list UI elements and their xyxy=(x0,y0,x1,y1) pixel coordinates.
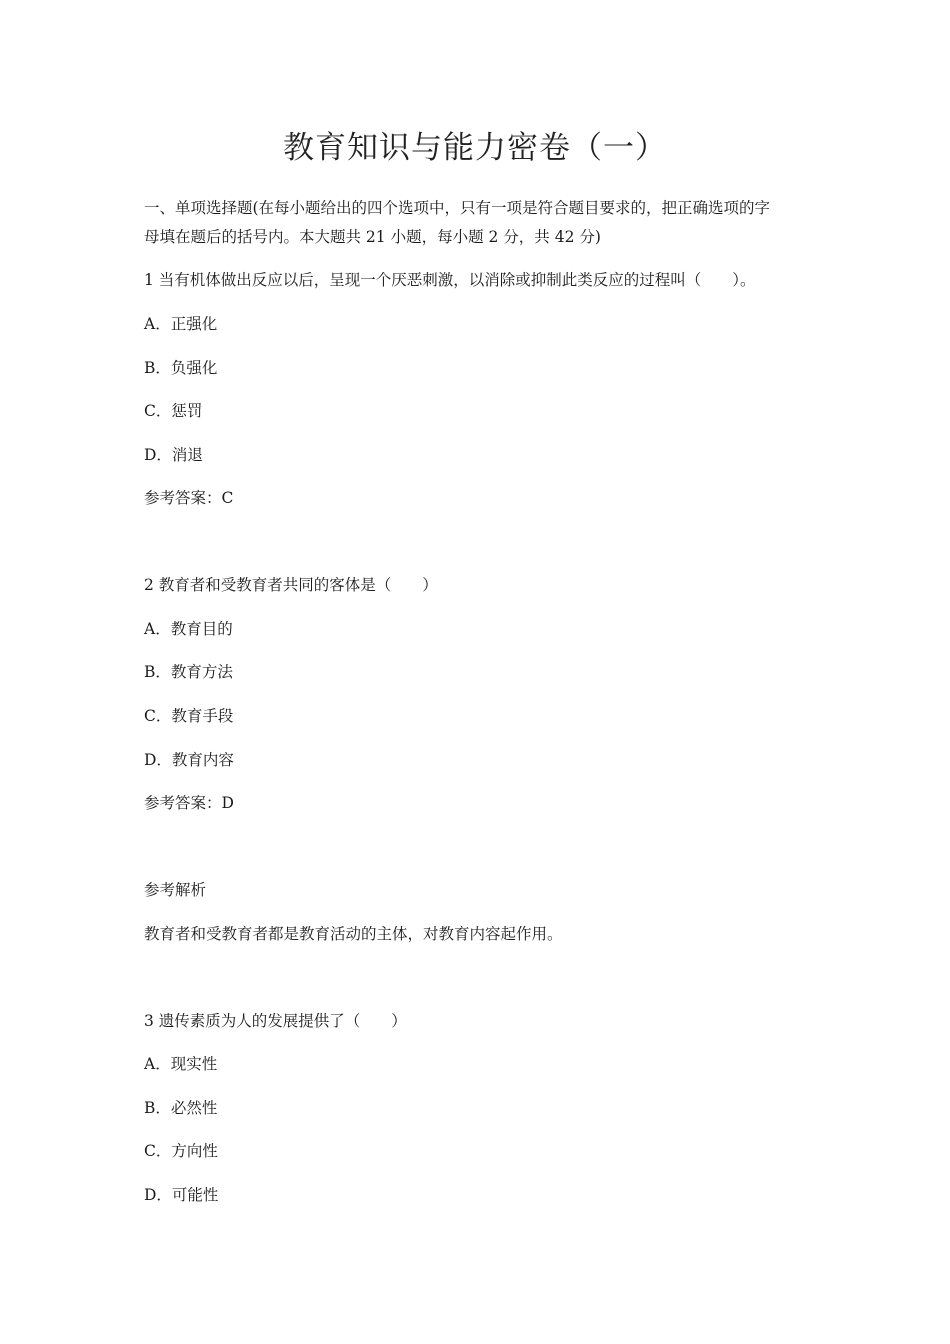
question-3-stem: 3 遗传素质为人的发展提供了（ ） xyxy=(144,1012,407,1030)
question-3-option-c: C．方向性 xyxy=(144,1142,218,1160)
question-1-option-c: C．惩罚 xyxy=(144,402,203,420)
question-1-option-a: A．正强化 xyxy=(144,315,218,333)
question-3-option-b: B．必然性 xyxy=(144,1099,218,1117)
question-1-option-b: B．负强化 xyxy=(144,359,218,377)
question-2-option-d: D．教育内容 xyxy=(144,751,234,769)
question-1-option-d: D．消退 xyxy=(144,446,203,464)
question-3-option-a: A．现实性 xyxy=(144,1055,218,1073)
question-2-option-a: A．教育目的 xyxy=(144,620,233,638)
question-2-option-c: C．教育手段 xyxy=(144,707,234,725)
section-intro-line-2: 母填在题后的括号内。本大题共 21 小题，每小题 2 分，共 42 分) xyxy=(144,228,601,246)
section-intro-line-1: 一、单项选择题(在每小题给出的四个选项中，只有一项是符合题目要求的，把正确选项的字 xyxy=(144,199,771,217)
question-1-stem: 1 当有机体做出反应以后，呈现一个厌恶刺激，以消除或抑制此类反应的过程叫（ ）。 xyxy=(144,271,756,289)
question-3-option-d: D．可能性 xyxy=(144,1186,219,1204)
question-2-answer: 参考答案：D xyxy=(144,794,234,812)
question-2-option-b: B．教育方法 xyxy=(144,663,233,681)
question-2-stem: 2 教育者和受教育者共同的客体是（ ） xyxy=(144,576,438,594)
question-2-analysis-text: 教育者和受教育者都是教育活动的主体，对教育内容起作用。 xyxy=(144,925,563,943)
document-title: 教育知识与能力密卷（一） xyxy=(283,130,667,166)
question-2-analysis-heading: 参考解析 xyxy=(144,881,207,899)
question-1-answer: 参考答案：C xyxy=(144,489,234,507)
